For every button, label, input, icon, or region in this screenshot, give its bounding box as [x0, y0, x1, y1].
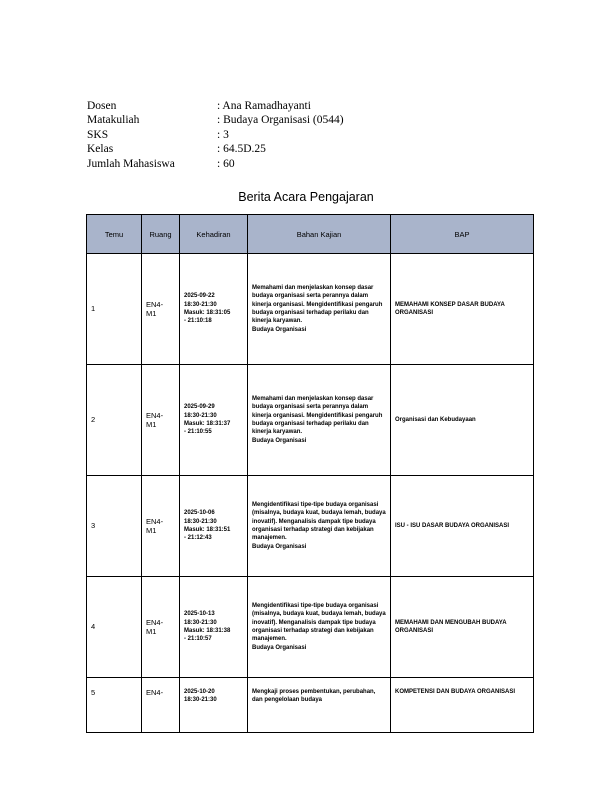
cell-ruang: EN4- M1	[142, 577, 180, 678]
info-row-dosen	[87, 99, 344, 113]
table-row	[87, 254, 534, 365]
header-kehadiran: Kehadiran	[180, 215, 248, 254]
table-row	[87, 365, 534, 476]
info-value: : 60	[217, 157, 235, 170]
page-title: Berita Acara Pengajaran	[238, 190, 374, 204]
bap-table	[86, 214, 534, 733]
cell-bahan-kajian: Memahami dan menjelaskan konsep dasar budaya organisasi serta perannya dalam kinerja organisasi. Mengidentifikasi pengaruh budaya organisasi terhadap perilaku dan kinerja karyawan. Budaya Organisasi	[248, 254, 391, 365]
cell-ruang: EN4- M1	[142, 365, 180, 476]
cell-temu: 4	[87, 577, 142, 678]
cell-temu: 2	[87, 365, 142, 476]
table-row	[87, 577, 534, 678]
cell-ruang: EN4-	[142, 678, 180, 733]
cell-bap: KOMPETENSI DAN BUDAYA ORGANISASI	[391, 678, 534, 733]
cell-bap: Organisasi dan Kebudayaan	[391, 365, 534, 476]
info-value: : 64.5D.25	[217, 143, 266, 156]
info-row-jumlah-mahasiswa	[87, 157, 344, 171]
info-row-kelas	[87, 142, 344, 156]
cell-bahan-kajian: Mengidentifikasi tipe-tipe budaya organisasi (misalnya, budaya kuat, budaya lemah, budaya inovatif). Menganalisis dampak tipe budaya organisasi terhadap strategi dan kebijakan manajemen. Budaya Organisasi	[248, 476, 391, 577]
table-row	[87, 476, 534, 577]
table-row	[87, 678, 534, 733]
cell-bahan-kajian: Mengkaji proses pembentukan, perubahan, dan pengelolaan budaya	[248, 678, 391, 733]
cell-bahan-kajian: Mengidentifikasi tipe-tipe budaya organisasi (misalnya, budaya kuat, budaya lemah, budaya inovatif). Menganalisis dampak tipe budaya organisasi terhadap strategi dan kebijakan manajemen. Budaya Organisasi	[248, 577, 391, 678]
cell-bahan-kajian: Memahami dan menjelaskan konsep dasar budaya organisasi serta perannya dalam kinerja organisasi. Mengidentifikasi pengaruh budaya organisasi terhadap perilaku dan kinerja karyawan. Budaya Organisasi	[248, 365, 391, 476]
cell-bap: MEMAHAMI KONSEP DASAR BUDAYA ORGANISASI	[391, 254, 534, 365]
info-value: : 3	[217, 128, 229, 141]
info-label: Matakuliah	[87, 114, 140, 127]
header-ruang: Ruang	[142, 215, 180, 254]
info-label: Kelas	[87, 143, 114, 156]
table-header-row	[87, 215, 534, 254]
cell-kehadiran: 2025-10-06 18:30-21:30 Masuk: 18:31:51 - 21:12:43	[180, 476, 248, 577]
cell-bap: MEMAHAMI DAN MENGUBAH BUDAYA ORGANISASI	[391, 577, 534, 678]
cell-kehadiran: 2025-10-20 18:30-21:30	[180, 678, 248, 733]
cell-kehadiran: 2025-10-13 18:30-21:30 Masuk: 18:31:38 - 21:10:57	[180, 577, 248, 678]
cell-temu: 3	[87, 476, 142, 577]
header-bap: BAP	[391, 215, 534, 254]
cell-ruang: EN4- M1	[142, 254, 180, 365]
info-row-sks	[87, 128, 344, 142]
info-label: Jumlah Mahasiswa	[87, 157, 175, 170]
course-info	[87, 99, 344, 171]
cell-kehadiran: 2025-09-22 18:30-21:30 Masuk: 18:31:05 - 21:10:18	[180, 254, 248, 365]
cell-temu: 1	[87, 254, 142, 365]
cell-temu: 5	[87, 678, 142, 733]
info-label: Dosen	[87, 100, 117, 112]
info-label: SKS	[87, 128, 109, 141]
header-temu: Temu	[87, 215, 142, 254]
info-value: : Ana Ramadhayanti	[217, 100, 311, 112]
info-row-matakuliah	[87, 113, 344, 127]
info-value: : Budaya Organisasi (0544)	[217, 114, 344, 127]
cell-kehadiran: 2025-09-29 18:30-21:30 Masuk: 18:31:37 - 21:10:55	[180, 365, 248, 476]
header-bahan-kajian: Bahan Kajian	[248, 215, 391, 254]
cell-bap: ISU - ISU DASAR BUDAYA ORGANISASI	[391, 476, 534, 577]
cell-ruang: EN4- M1	[142, 476, 180, 577]
